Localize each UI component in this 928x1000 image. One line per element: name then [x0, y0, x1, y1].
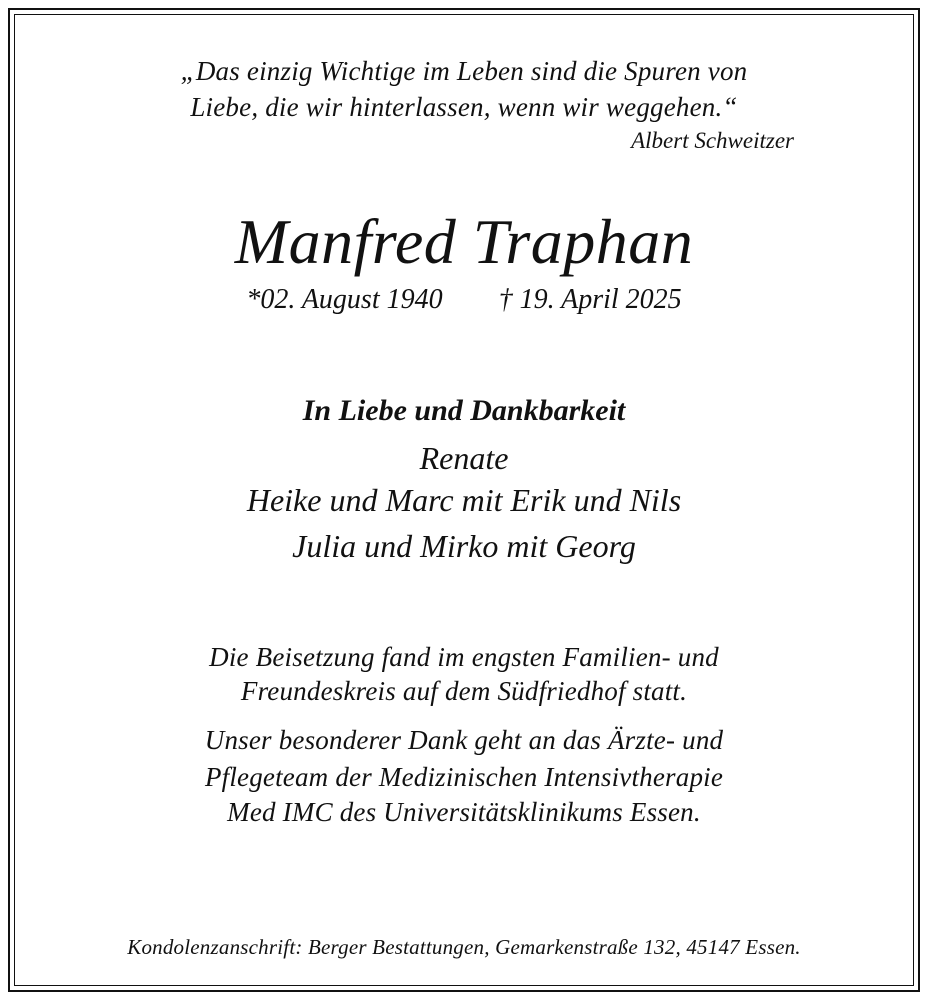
thanks-line: Pflegeteam der Medizinischen Intensivtherapie	[204, 762, 724, 792]
thanks-line: Unser besonderer Dank geht an das Ärzte- und	[204, 725, 724, 755]
mourner-line: Julia und Mirko mit Georg	[292, 528, 636, 564]
birth-date: *02. August 1940	[246, 284, 443, 315]
dedication-heading: In Liebe und Dankbarkeit	[302, 394, 626, 427]
condolence-address: Kondolenzanschrift: Berger Bestattungen, Gemarkenstraße 132, 45147 Essen.	[127, 935, 801, 959]
quote-author: Albert Schweitzer	[631, 128, 794, 153]
quote-line-1: „Das einzig Wichtige im Leben sind die Spuren von	[180, 56, 748, 86]
death-date: † 19. April 2025	[498, 284, 682, 315]
life-dates	[0, 284, 928, 316]
thanks-line: Med IMC des Universitätsklinikums Essen.	[227, 797, 701, 827]
deceased-name: Manfred Traphan	[234, 206, 694, 277]
burial-notice-line: Freundeskreis auf dem Südfriedhof statt.	[240, 676, 688, 706]
quote-line-2: Liebe, die wir hinterlassen, wenn wir weggehen.“	[190, 92, 738, 122]
mourner-line: Heike und Marc mit Erik und Nils	[246, 482, 682, 518]
mourner-line: Renate	[419, 440, 509, 476]
burial-notice-line: Die Beisetzung fand im engsten Familien- und	[209, 642, 719, 672]
